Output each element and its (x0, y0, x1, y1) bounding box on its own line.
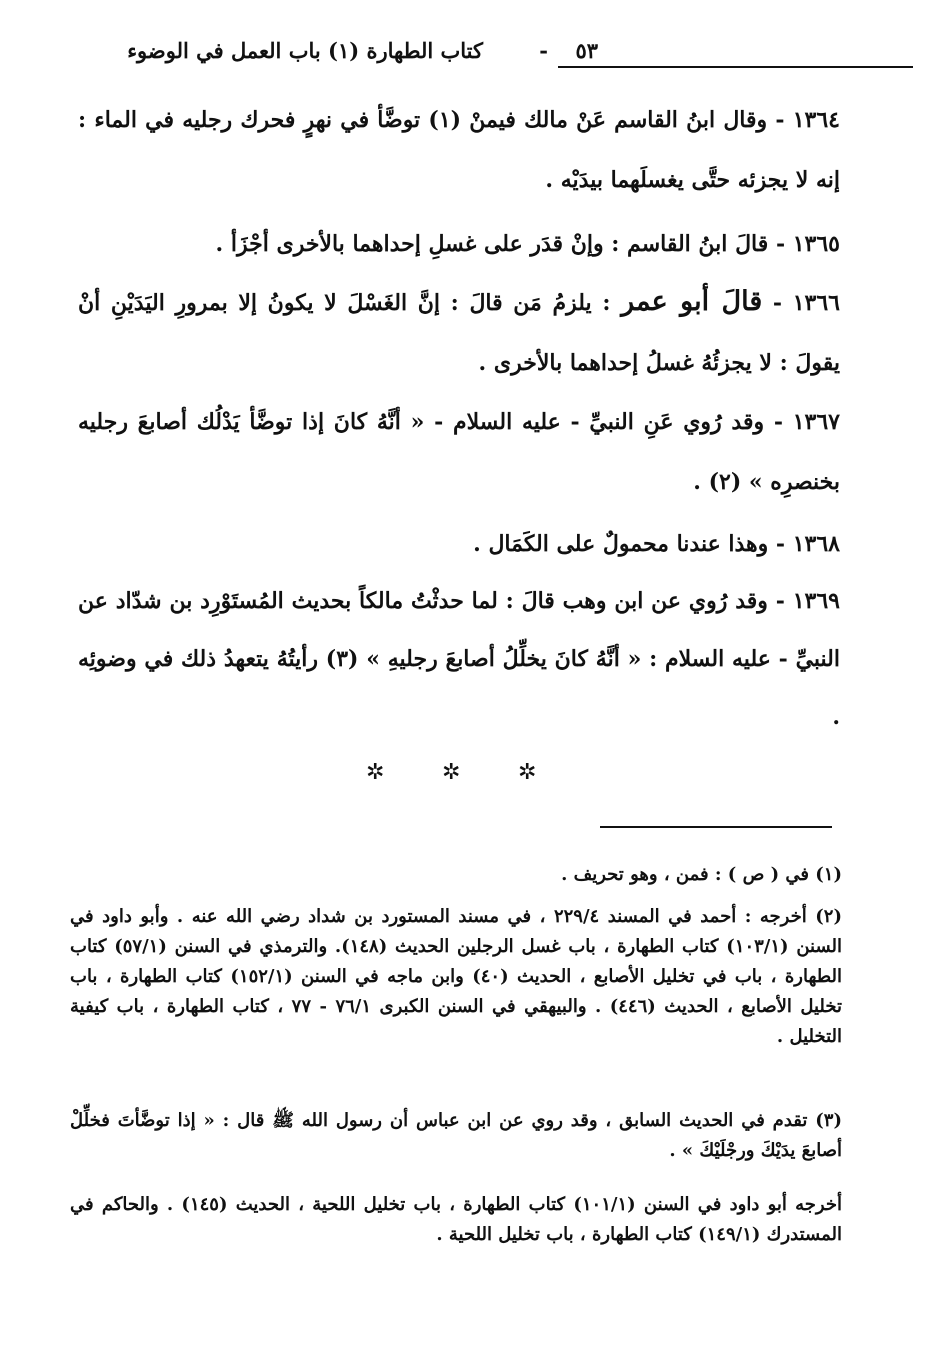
star-ornament: ✲ (366, 760, 385, 785)
speaker-name: قالَ أبو عمر (621, 286, 763, 317)
paragraph-number: ١٣٦٦ - (762, 290, 840, 316)
footnote-3: (٣) تقدم في الحديث السابق ، وقد روي عن ابن عباس أن رسول الله ﷺ قال : « إذا توضَّأتَ فخلِّلْ أصابعَ يدَيْكَ ورجْلَيْكَ » . (70, 1110, 842, 1161)
section-ornament (0, 760, 937, 790)
star-ornament: ✲ (518, 760, 537, 785)
paragraph-1368: ١٣٦٨ - وهذا عندنا محمولٌ على الكَمَال . (473, 531, 840, 557)
paragraph-1365: ١٣٦٥ - قالَ ابنُ القاسم : وإنْ قدَر على غسلِ إحداهما بالأخرى أجْزَأ . (215, 231, 840, 257)
running-header (78, 36, 838, 76)
footnote-2: (٢) أخرجه : أحمد في المسند ٢٢٩/٤ ، في مسند المستورد بن شداد رضي الله عنه . وأبو داود في السنن (١٠٣/١) كتاب الطهارة ، باب غسل الرجلين الحديث (١٤٨). والترمذي في السنن (٥٧/١) كتاب الطهارة ، باب في تخليل الأصابع ، الحديث (٤٠) وابن ماجه في السنن (١٥٢/١) كتاب الطهارة ، باب تخليل الأصابع ، الحديث (٤٤٦) . والبيهقي في السنن الكبرى ٧٦/١ - ٧٧ ، كتاب الطهارة ، باب كيفية التخليل . (70, 906, 843, 1047)
header-title: كتاب الطهارة (١) باب العمل في الوضوء (127, 38, 483, 63)
paragraph-body: : يلزمُ مَن قالَ : إنَّ الغَسْلَ لا يكونُ إلا بمرورِ اليَدَيْنِ أنْ يقولَ : لا يجزئُهُ غسلُ إحداهما بالأخرى . (78, 290, 840, 376)
paragraph-1369: ١٣٦٩ - وقد رُوي عن ابن وهب قالَ : لما حدثْتُ مالكاً بحديث المُستَوْرِد بن شدّاد عن النبيِّ - عليه السلام : « أنَّهُ كانَ يخلِّلُ أصابعَ رجليهِ » (٣) رأيتُهُ يتعهدُ ذلك في وضوئِه . (78, 588, 840, 730)
footnote-1: (١) في ( ص ) : فمن ، وهو تحريف . (561, 864, 842, 885)
footnote-3-continuation: أخرجه أبو داود في السنن (١٠١/١) كتاب الطهارة ، باب تخليل اللحية ، الحديث (١٤٥) . والحاكم في المستدرك (١٤٩/١) كتاب الطهارة ، باب تخليل اللحية . (70, 1194, 842, 1245)
star-ornament: ✲ (442, 760, 461, 785)
paragraph-1366 (78, 272, 840, 393)
header-rule (558, 66, 913, 68)
paragraph-1364: ١٣٦٤ - وقال ابنُ القاسم عَنْ مالك فيمنْ (١) توضَّأ في نهرٍ فحرك رجليه في الماء : إنه لا يجزئه حتَّى يغسلَهما بيدَيْه . (78, 107, 840, 193)
footnote-separator (600, 826, 832, 828)
page-number: ٥٣ (575, 38, 598, 63)
paragraph-1367: ١٣٦٧ - وقد رُوي عَنِ النبيِّ - عليه السلام - « أنَّهُ كانَ إذا توضَّأ يَدْلُك أصابعَ رجليه بخنصرِه » (٢) . (78, 409, 840, 495)
header-separator: - (539, 38, 548, 63)
